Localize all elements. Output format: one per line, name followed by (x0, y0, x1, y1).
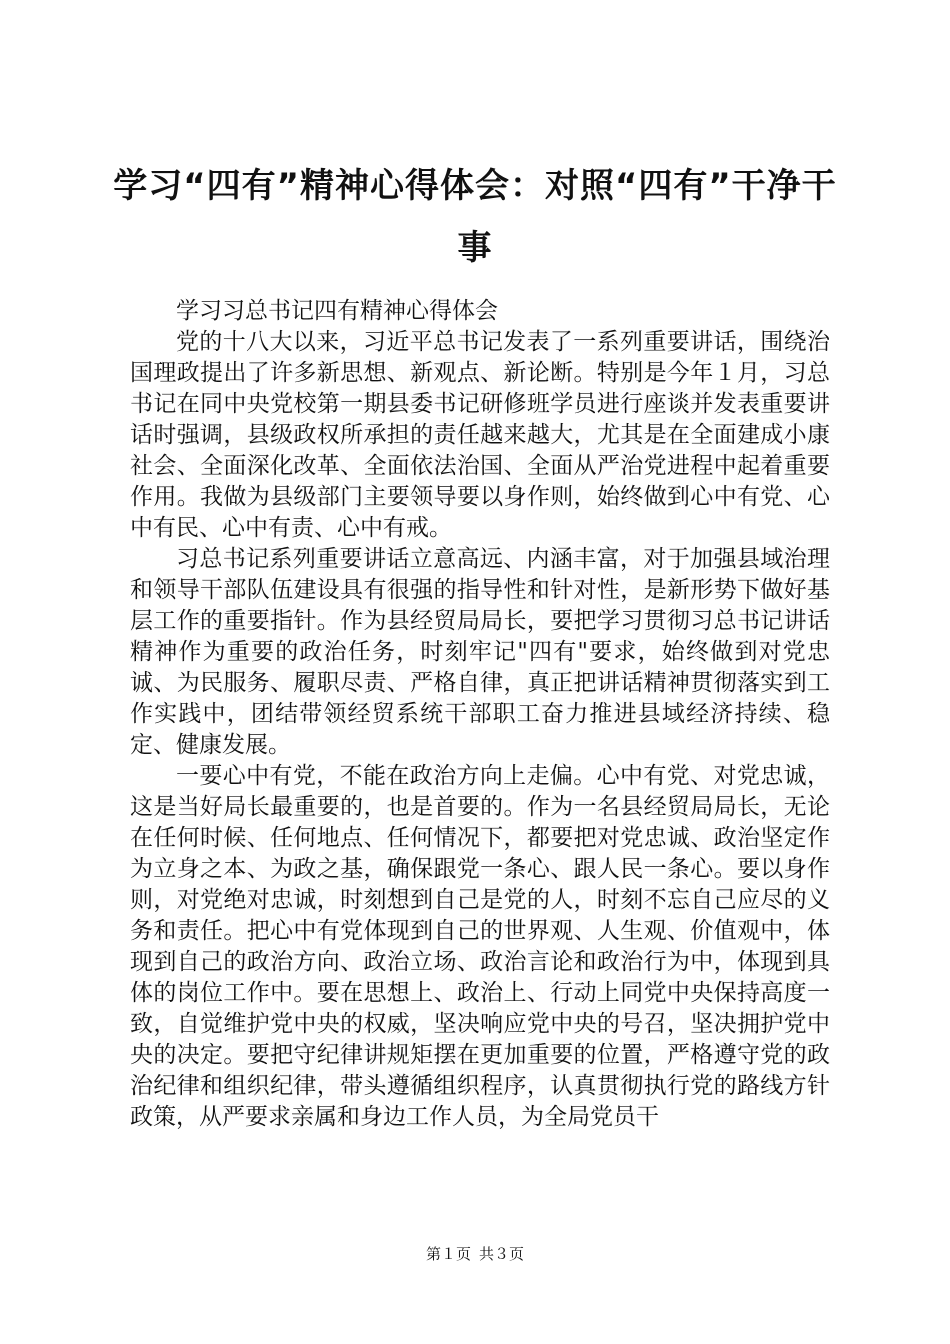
body-paragraph: 党的十八大以来，习近平总书记发表了一系列重要讲话，围绕治国理政提出了许多新思想、新观点、新论断。特别是今年１月，习总书记在同中央党校第一期县委书记研修班学员进行座谈并发表重要讲话时强调，县级政权所承担的责任越来越大，尤其是在全面建成小康社会、全面深化改革、全面依法治国、全面从严治党进程中起着重要作用。我做为县级部门主要领导要以身作则，始终做到心中有党、心中有民、心中有责、心中有戒。 (130, 329, 830, 541)
page-total: 共３页 (479, 1245, 525, 1263)
document-title: 学习“四有”精神心得体会：对照“四有”干净干事 (113, 166, 837, 268)
subtitle-paragraph: 学习习总书记四有精神心得体会 (176, 298, 498, 324)
body-paragraph: 一要心中有党，不能在政治方向上走偏。心中有党、对党忠诚，这是当好局长最重要的，也是首要的。作为一名县经贸局局长，无论在任何时候、任何地点、任何情况下，都要把对党忠诚、政治坚定作为立身之本、为政之基，确保跟党一条心、跟人民一条心。要以身作则，对党绝对忠诚，时刻想到自己是党的人，时刻不忘自己应尽的义务和责任。把心中有党体现到自己的世界观、人生观、价值观中，体现到自己的政治方向、政治立场、政治言论和政治行为中，体现到具体的岗位工作中。要在思想上、政治上、行动上同党中央保持高度一致，自觉维护党中央的权威，坚决响应党中央的号召，坚决拥护党中央的决定。要把守纪律讲规矩摆在更加重要的位置，严格遵守党的政治纪律和组织纪律，带头遵循组织程序，认真贯彻执行党的路线方针政策，从严要求亲属和身边工作人员，为全局党员干 (130, 763, 830, 1130)
body-paragraph: 习总书记系列重要讲话立意高远、内涵丰富，对于加强县域治理和领导干部队伍建设具有很强的指导性和针对性，是新形势下做好基层工作的重要指针。作为县经贸局局长，要把学习贯彻习总书记讲话精神作为重要的政治任务，时刻牢记"四有"要求，始终做到对党忠诚、为民服务、履职尽责、严格自律，真正把讲话精神贯彻落实到工作实践中，团结带领经贸系统干部职工奋力推进县域经济持续、稳定、健康发展。 (130, 546, 830, 758)
document-body (130, 296, 830, 1133)
page-footer (0, 1244, 950, 1264)
page-number: 第１页 (425, 1245, 471, 1263)
